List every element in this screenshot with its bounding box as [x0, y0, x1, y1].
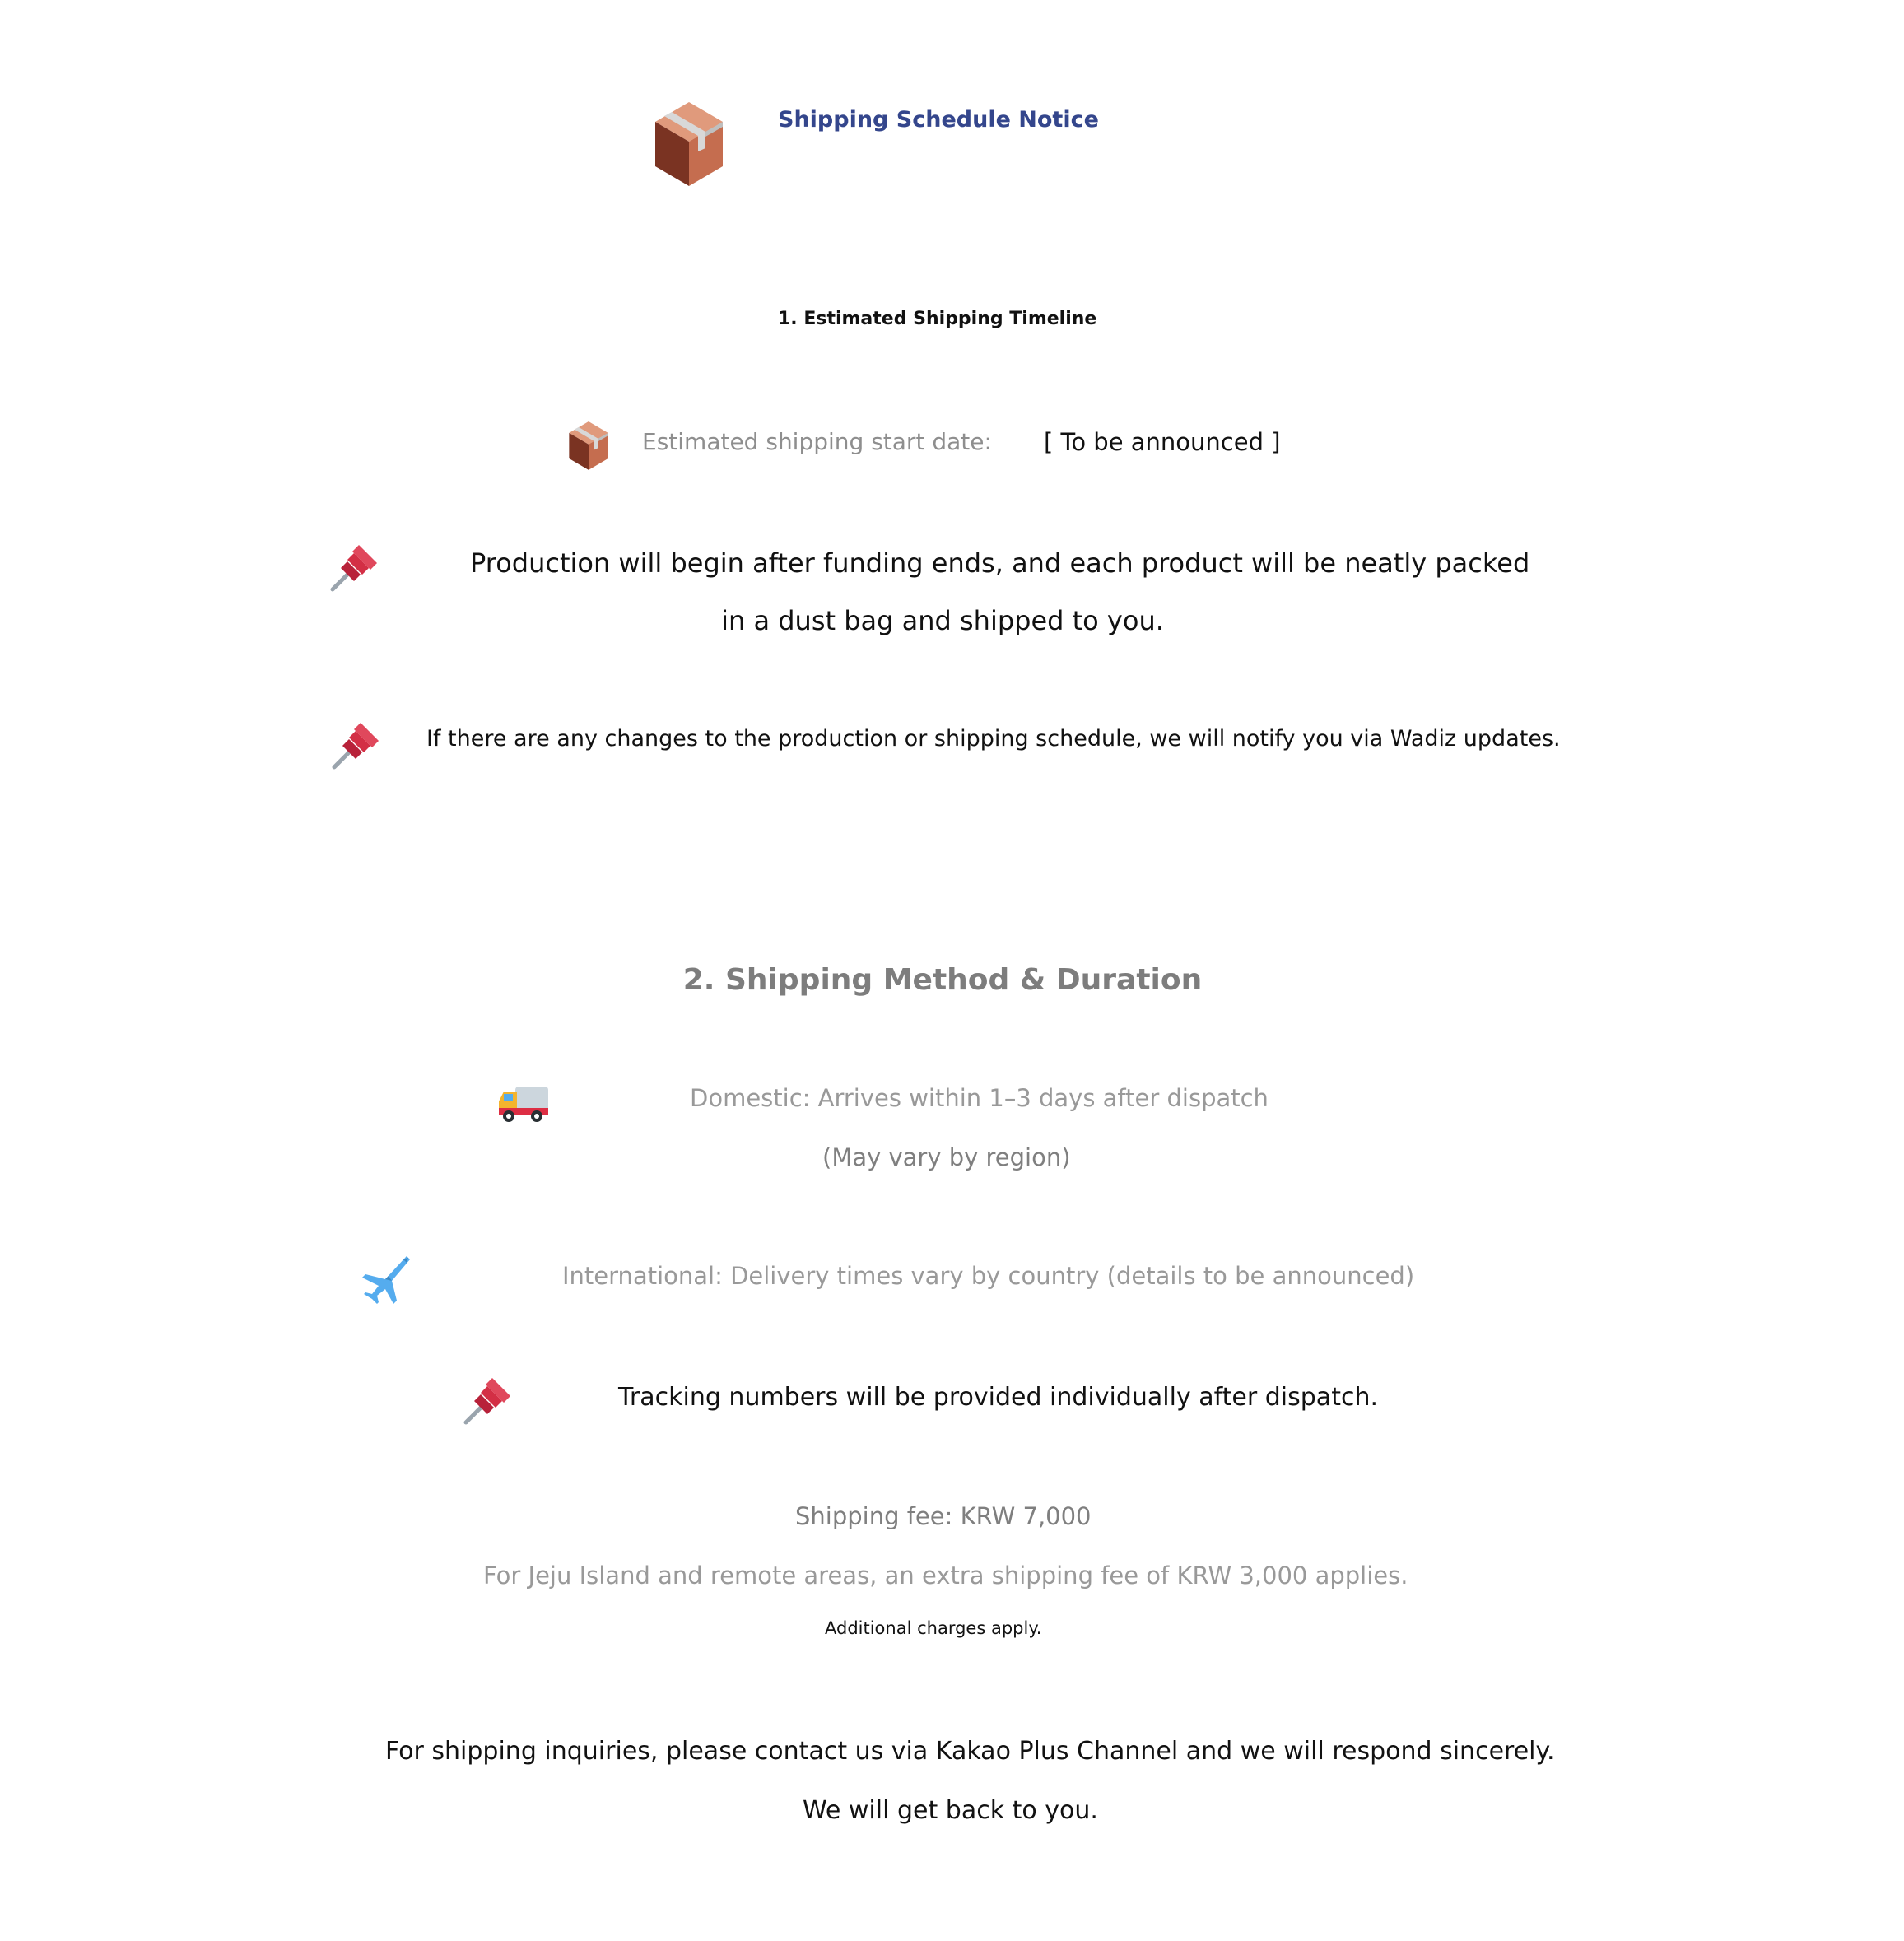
package-icon: [654, 102, 724, 188]
shipping-fee: Shipping fee: KRW 7,000: [795, 1502, 1092, 1530]
tracking-note: Tracking numbers will be provided individually after dispatch.: [618, 1383, 1378, 1412]
schedule-change-note: If there are any changes to the production or shipping schedule, we will notify you via Wadiz updates.: [426, 726, 1561, 752]
section2-heading: 2. Shipping Method & Duration: [682, 963, 1203, 997]
shipping-start-label: Estimated shipping start date:: [642, 428, 992, 455]
airplane-icon: [361, 1253, 413, 1306]
pushpin-icon: [329, 540, 382, 593]
production-line-2: in a dust bag and shipped to you.: [721, 605, 1164, 636]
domestic-shipping-text: Domestic: Arrives within 1–3 days after dispatch: [690, 1084, 1269, 1112]
production-line-1: Production will begin after funding ends, and each product will be neatly packed: [470, 547, 1530, 579]
delivery-truck-icon: [497, 1083, 550, 1124]
pushpin-icon: [331, 718, 384, 770]
package-icon: [568, 421, 609, 471]
page-title: Shipping Schedule Notice: [778, 107, 1099, 133]
domestic-shipping-note: (May vary by region): [822, 1143, 1071, 1171]
shipping-fee-extra: For Jeju Island and remote areas, an extra shipping fee of KRW 3,000 applies.: [483, 1562, 1408, 1590]
international-shipping-text: International: Delivery times vary by country (details to be announced): [562, 1262, 1415, 1290]
section1-heading: 1. Estimated Shipping Timeline: [778, 309, 1097, 329]
shipping-start-value: [ To be announced ]: [1044, 428, 1281, 456]
pushpin-icon: [463, 1373, 515, 1426]
contact-line-1: For shipping inquiries, please contact us via Kakao Plus Channel and we will respond sincerely.: [385, 1737, 1555, 1766]
contact-line-2: We will get back to you.: [803, 1796, 1098, 1825]
shipping-fee-note: Additional charges apply.: [825, 1618, 1042, 1638]
